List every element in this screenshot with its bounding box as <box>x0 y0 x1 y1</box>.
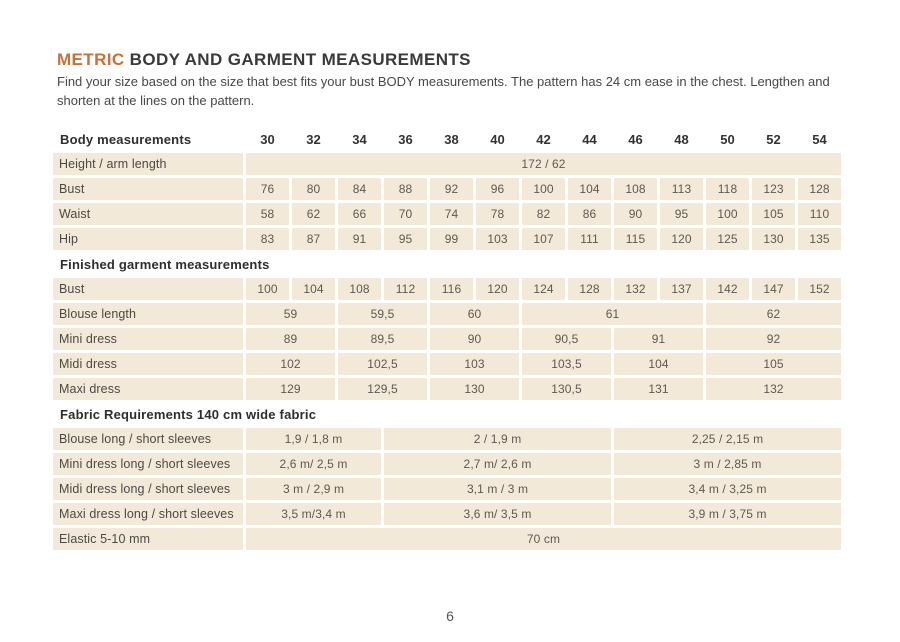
measurements-table <box>50 125 844 553</box>
size-column-header: 50 <box>720 131 735 147</box>
measurement-cell: 104 <box>292 278 335 300</box>
measurement-cell: 78 <box>476 203 519 225</box>
measurement-cell: 147 <box>752 278 795 300</box>
measurement-cell: 2 / 1,9 m <box>384 428 611 450</box>
measurement-cell: 61 <box>522 303 703 325</box>
measurement-cell: 87 <box>292 228 335 250</box>
measurement-cell: 82 <box>522 203 565 225</box>
measurement-cell: 125 <box>706 228 749 250</box>
measurement-cell: 90,5 <box>522 328 611 350</box>
table-row <box>53 378 841 400</box>
row-label: Fabric Requirements 140 cm wide fabric <box>60 406 317 422</box>
measurement-cell: 135 <box>798 228 841 250</box>
measurement-cell: 152 <box>798 278 841 300</box>
table-row <box>53 303 841 325</box>
measurement-cell: 92 <box>706 328 841 350</box>
measurement-cell: 108 <box>614 178 657 200</box>
measurement-cell: 86 <box>568 203 611 225</box>
measurement-cell: 1,9 / 1,8 m <box>246 428 381 450</box>
measurement-cell: 110 <box>798 203 841 225</box>
measurement-cell: 128 <box>798 178 841 200</box>
measurement-cell: 124 <box>522 278 565 300</box>
measurement-cell: 70 <box>384 203 427 225</box>
measurement-cell: 83 <box>246 228 289 250</box>
measurement-cell: 74 <box>430 203 473 225</box>
table-row <box>53 328 841 350</box>
title-rest: BODY AND GARMENT MEASUREMENTS <box>124 50 471 69</box>
title-accent: METRIC <box>57 50 125 69</box>
size-column-header: 48 <box>674 131 689 147</box>
measurement-cell: 108 <box>338 278 381 300</box>
size-column-header: 46 <box>628 131 643 147</box>
table-row <box>53 353 841 375</box>
size-column-header: 32 <box>306 131 321 147</box>
row-label: Bust <box>53 278 243 300</box>
measurement-cell: 172 / 62 <box>246 153 841 175</box>
measurement-cell: 80 <box>292 178 335 200</box>
row-label: Height / arm length <box>53 153 243 175</box>
measurement-cell: 115 <box>614 228 657 250</box>
measurement-cell: 95 <box>660 203 703 225</box>
table-row <box>53 178 841 200</box>
measurement-cell: 129 <box>246 378 335 400</box>
measurement-cell: 132 <box>614 278 657 300</box>
measurement-cell: 130,5 <box>522 378 611 400</box>
size-column-header: 36 <box>398 131 413 147</box>
measurement-cell: 103 <box>430 353 519 375</box>
measurement-cell: 128 <box>568 278 611 300</box>
row-label: Mini dress <box>53 328 243 350</box>
measurement-cell: 58 <box>246 203 289 225</box>
size-column-header: 30 <box>260 131 275 147</box>
measurement-cell: 104 <box>614 353 703 375</box>
measurement-cell: 96 <box>476 178 519 200</box>
measurement-cell: 60 <box>430 303 519 325</box>
measurement-cell: 131 <box>614 378 703 400</box>
size-column-header: 42 <box>536 131 551 147</box>
measurement-cell: 102 <box>246 353 335 375</box>
row-label: Hip <box>53 228 243 250</box>
row-label: Maxi dress long / short sleeves <box>53 503 243 525</box>
measurement-cell: 76 <box>246 178 289 200</box>
measurement-cell: 111 <box>568 228 611 250</box>
measurement-cell: 132 <box>706 378 841 400</box>
row-label: Midi dress long / short sleeves <box>53 478 243 500</box>
table-row <box>53 503 841 525</box>
measurement-cell: 100 <box>246 278 289 300</box>
page-title <box>57 50 471 70</box>
measurement-cell: 70 cm <box>246 528 841 550</box>
table-row <box>53 278 841 300</box>
table-row <box>53 203 841 225</box>
size-column-header: 34 <box>352 131 367 147</box>
row-label: Midi dress <box>53 353 243 375</box>
measurement-cell: 62 <box>706 303 841 325</box>
size-column-header: 54 <box>812 131 827 147</box>
measurement-cell: 129,5 <box>338 378 427 400</box>
measurement-cell: 66 <box>338 203 381 225</box>
measurement-cell: 3,5 m/3,4 m <box>246 503 381 525</box>
size-column-header: 38 <box>444 131 459 147</box>
measurement-cell: 105 <box>706 353 841 375</box>
measurement-cell: 90 <box>614 203 657 225</box>
size-column-header: 40 <box>490 131 505 147</box>
size-column-header: 52 <box>766 131 781 147</box>
measurement-cell: 84 <box>338 178 381 200</box>
measurement-cell: 103 <box>476 228 519 250</box>
measurement-cell: 123 <box>752 178 795 200</box>
measurement-cell: 92 <box>430 178 473 200</box>
measurement-cell: 116 <box>430 278 473 300</box>
measurement-cell: 100 <box>522 178 565 200</box>
measurement-cell: 99 <box>430 228 473 250</box>
measurement-cell: 3,6 m/ 3,5 m <box>384 503 611 525</box>
measurement-cell: 120 <box>476 278 519 300</box>
table-row <box>53 228 841 250</box>
measurement-cell: 3,9 m / 3,75 m <box>614 503 841 525</box>
row-label: Blouse length <box>53 303 243 325</box>
measurement-cell: 142 <box>706 278 749 300</box>
table-row <box>53 453 841 475</box>
measurement-cell: 95 <box>384 228 427 250</box>
measurement-cell: 3,1 m / 3 m <box>384 478 611 500</box>
measurement-cell: 59 <box>246 303 335 325</box>
row-label: Elastic 5-10 mm <box>53 528 243 550</box>
table-row <box>53 528 841 550</box>
row-label: Finished garment measurements <box>60 256 270 272</box>
measurement-cell: 88 <box>384 178 427 200</box>
measurement-cell: 107 <box>522 228 565 250</box>
table-row <box>53 428 841 450</box>
measurement-cell: 91 <box>614 328 703 350</box>
measurement-cell: 112 <box>384 278 427 300</box>
row-label: Blouse long / short sleeves <box>53 428 243 450</box>
measurement-cell: 137 <box>660 278 703 300</box>
table-row <box>53 153 841 175</box>
row-label: Body measurements <box>60 131 192 147</box>
sizes-header-row <box>53 128 841 150</box>
measurement-cell: 2,25 / 2,15 m <box>614 428 841 450</box>
measurement-cell: 2,6 m/ 2,5 m <box>246 453 381 475</box>
measurement-cell: 120 <box>660 228 703 250</box>
measurement-cell: 102,5 <box>338 353 427 375</box>
measurement-cell: 113 <box>660 178 703 200</box>
page-number: 6 <box>446 608 454 624</box>
measurement-cell: 130 <box>430 378 519 400</box>
measurement-cell: 90 <box>430 328 519 350</box>
measurement-cell: 2,7 m/ 2,6 m <box>384 453 611 475</box>
row-label: Maxi dress <box>53 378 243 400</box>
measurement-cell: 62 <box>292 203 335 225</box>
measurement-cell: 89,5 <box>338 328 427 350</box>
measurement-cell: 105 <box>752 203 795 225</box>
row-label: Mini dress long / short sleeves <box>53 453 243 475</box>
intro-text: Find your size based on the size that best fits your bust BODY measurements. The pattern has 24 cm ease in the chest. Lengthen and shorten at the lines on the pattern. <box>57 74 830 108</box>
section-header-row <box>53 403 841 425</box>
section-header-row <box>53 253 841 275</box>
measurement-cell: 118 <box>706 178 749 200</box>
measurement-cell: 100 <box>706 203 749 225</box>
measurement-cell: 89 <box>246 328 335 350</box>
table-row <box>53 478 841 500</box>
measurement-cell: 3,4 m / 3,25 m <box>614 478 841 500</box>
row-label: Bust <box>53 178 243 200</box>
measurement-cell: 59,5 <box>338 303 427 325</box>
measurement-cell: 104 <box>568 178 611 200</box>
measurement-cell: 103,5 <box>522 353 611 375</box>
row-label: Waist <box>53 203 243 225</box>
measurement-cell: 3 m / 2,9 m <box>246 478 381 500</box>
measurement-cell: 130 <box>752 228 795 250</box>
measurement-cell: 91 <box>338 228 381 250</box>
measurement-cell: 3 m / 2,85 m <box>614 453 841 475</box>
size-column-header: 44 <box>582 131 597 147</box>
